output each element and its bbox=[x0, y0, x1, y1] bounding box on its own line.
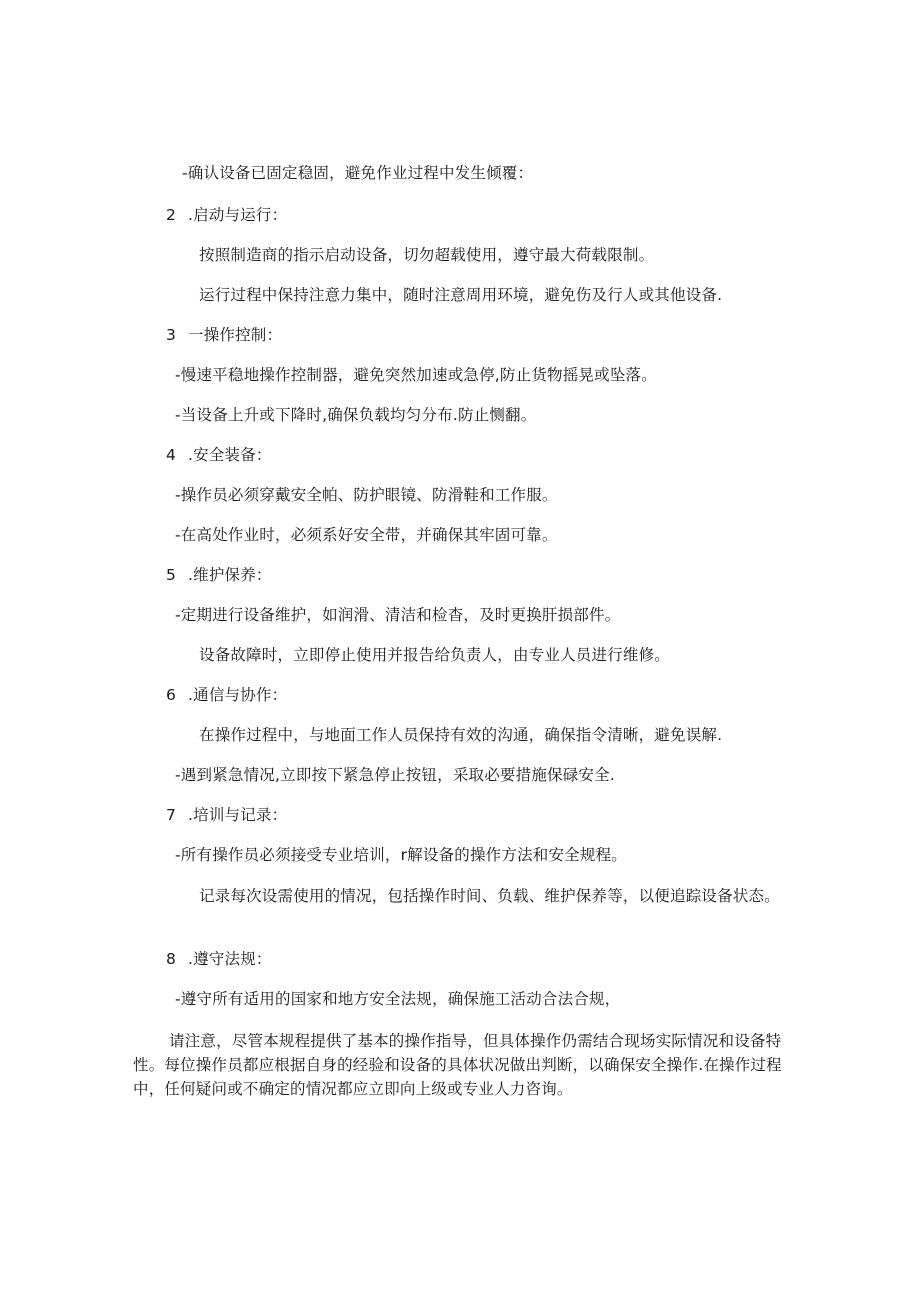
section-heading-7 bbox=[166, 805, 287, 825]
text-line: 设备故障时，立即停止使用并报告给负责人，由专业人员进行维修。 bbox=[199, 646, 671, 664]
section-number: 6 bbox=[166, 686, 177, 704]
wrapped-text-line: 记录每次设需使用的情况，包括操作时间、负载、维护保养等，以便追踪设备状态。 bbox=[199, 887, 780, 905]
section-number: 5 bbox=[166, 566, 177, 584]
section-heading-2 bbox=[166, 205, 287, 225]
closing-note-paragraph: 请注意，尽管本规程提供了基本的操作指导，但具体操作仍需结合现场实际情况和设备特性。每位操作员都应根据自身的经验和设备的具体状况做出判断，以确保安全操作.在操作过程中，任何疑问或不确定的情况都应立即向上级或专业人力咨询。 bbox=[133, 1032, 782, 1098]
section-title: 一操作控制： bbox=[188, 326, 283, 344]
section-number: 8 bbox=[166, 950, 177, 968]
section-heading-4 bbox=[166, 445, 272, 465]
bullet-line: -遵守所有适用的国家和地方安全法规，确保施工活动合法合规， bbox=[175, 990, 621, 1008]
section-title: .维护保养： bbox=[188, 566, 272, 584]
bullet-line: -定期进行设备维护，如润滑、清洁和检杳，及时更换肝损部件。 bbox=[175, 606, 621, 624]
bullet-line: -当设备上升或下降时,确保负载均匀分布.防止恻翻。 bbox=[175, 406, 537, 424]
section-title: .启动与运行： bbox=[188, 206, 288, 224]
section-heading-6 bbox=[166, 685, 287, 705]
text-line: 运行过程中保持注意力集中，随时注意周用环境，避免伤及行人或其他设备. bbox=[199, 286, 723, 304]
text-line: 在操作过程中，与地面工作人员保持有效的沟通，确保指令清晰，避免误解. bbox=[199, 726, 723, 744]
section-number: 2 bbox=[166, 206, 177, 224]
section-number: 3 bbox=[166, 326, 177, 344]
section-heading-5 bbox=[166, 565, 272, 585]
bullet-line: -操作员必须穿戴安全帕、防护眼镜、防滑鞋和工作服。 bbox=[175, 486, 558, 504]
section-title: .遵守法规： bbox=[188, 950, 272, 968]
section-heading-3 bbox=[166, 325, 282, 345]
section-title: .培训与记录： bbox=[188, 806, 288, 824]
bullet-line: -慢速平稳地操作控制器，避免突然加速或急停,防止货物摇晃或坠落。 bbox=[175, 366, 657, 384]
section-number: 4 bbox=[166, 446, 177, 464]
text-line: 按照制造商的指示启动设备，切勿超载使用，遵守最大荷载限制。 bbox=[199, 246, 655, 264]
bullet-line: -所有操作员必须接受专业培训，r解设备的操作方法和安全规程。 bbox=[175, 846, 627, 864]
bullet-line: -确认设备已固定稳固，避免作业过程中发生倾覆： bbox=[182, 164, 534, 182]
section-number: 7 bbox=[166, 806, 177, 824]
section-title: .安全装备： bbox=[188, 446, 272, 464]
section-heading-8 bbox=[166, 949, 272, 969]
bullet-line: -遇到紧急情况,立即按下紧急停止按钮，采取必要措施保碌安全. bbox=[175, 766, 615, 784]
bullet-line: -在高处作业时，必须系好安全带，并确保其牢固可靠。 bbox=[175, 526, 558, 544]
section-title: .通信与协作： bbox=[188, 686, 288, 704]
